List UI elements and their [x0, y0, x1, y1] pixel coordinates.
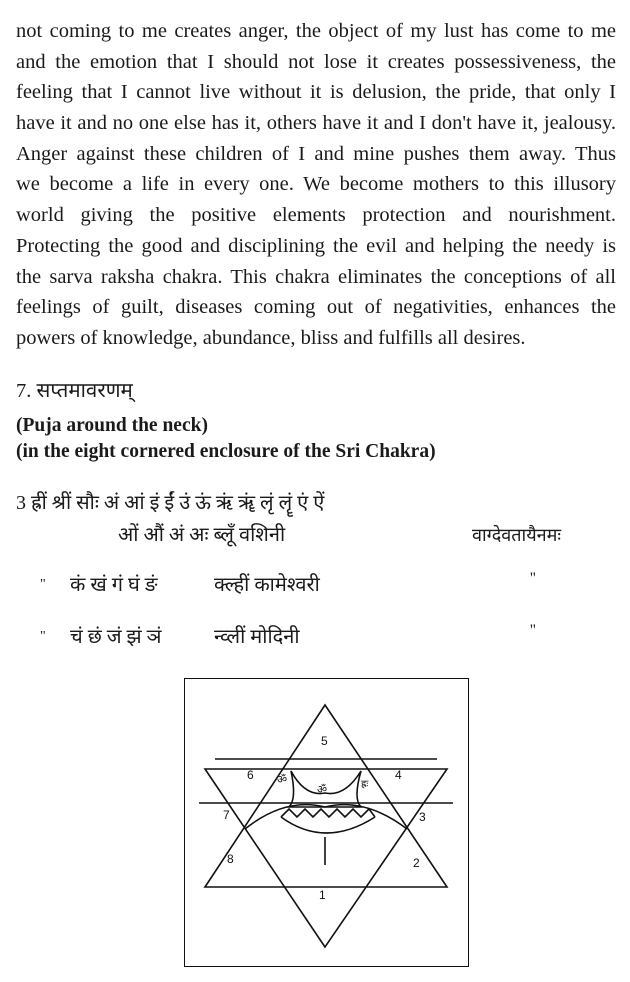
upward-triangle — [205, 705, 447, 887]
paragraph-line: Anger against these children of I and mine pushes them away. Thus — [16, 142, 616, 165]
mantra-line-3-syllables: कं खं गं घं ङं — [70, 574, 158, 596]
mantra-line-4-syllables: चं छं जं झं ञं — [70, 626, 162, 648]
lotus-petals — [281, 809, 375, 817]
paragraph-line: the sarva raksha chakra. This chakra eliminates the conceptions of all — [16, 265, 616, 288]
paragraph-line: powers of knowledge, abundance, bliss and fulfills all desires. — [16, 326, 526, 349]
segment-label: 2 — [413, 856, 420, 870]
inner-glyph: ॐ — [317, 784, 328, 796]
inner-arc — [245, 805, 407, 829]
ditto-mark: " — [40, 577, 46, 592]
body-paragraph — [16, 16, 616, 354]
paragraph-line: we become a life in every one. We become mothers to this illusory — [16, 173, 616, 196]
section-heading — [16, 378, 133, 405]
mantra-line-2-right: वाग्देवतायैनमः — [472, 525, 562, 545]
section-title: सप्तमावरणम् — [36, 380, 133, 402]
inner-glyph: ह्रः — [361, 779, 369, 790]
sri-chakra-diagram — [185, 679, 467, 965]
paragraph-line: have it and no one else has it, others have it and I don't have it, jealousy. — [16, 112, 616, 135]
segment-label: 8 — [227, 852, 234, 866]
mantra-line-2-left: ओं औं अं अः ब्लूँ वशिनी — [118, 524, 286, 546]
segment-label: 7 — [223, 808, 230, 822]
segment-label: 4 — [395, 768, 402, 782]
section-number: 7. — [16, 380, 32, 402]
segment-label: 1 — [319, 888, 326, 902]
mantra-line-4-name: न्व्लीं मोदिनी — [214, 626, 300, 648]
ditto-mark: '' — [530, 570, 536, 587]
paragraph-line: not coming to me creates anger, the object of my lust has come to me — [16, 20, 616, 42]
lotus-base — [281, 817, 375, 833]
paragraph-line: feeling that I cannot live without it is delusion, the pride, that only I — [16, 81, 616, 104]
paragraph-line: and the emotion that I should not lose it creates possessiveness, the — [16, 50, 616, 73]
segment-label: 6 — [247, 768, 254, 782]
ditto-mark: " — [40, 629, 46, 644]
paragraph-line: world giving the positive elements protection and nourishment. — [16, 204, 616, 227]
segment-label: 3 — [419, 810, 426, 824]
sri-chakra-figure — [184, 678, 469, 967]
section-subtitle-enclosure: (in the eight cornered enclosure of the Sri Chakra) — [16, 441, 436, 462]
segment-label: 5 — [321, 734, 328, 748]
mantra-line-1: 3 ह्रीं श्रीं सौः अं आं इं ईं उं ऊं ऋं ॠं लृं लॄं एं ऐं — [16, 492, 325, 514]
paragraph-line: Protecting the good and disciplining the evil and helping the needy is — [16, 234, 616, 257]
paragraph-line: feelings of guilt, diseases coming out of negativities, enhances the — [16, 296, 616, 319]
section-subtitle-neck: (Puja around the neck) — [16, 415, 208, 436]
mantra-line-3-name: क्ल्हीं कामेश्वरी — [214, 574, 320, 596]
inner-glyph: ॐ — [277, 774, 288, 786]
ditto-mark: '' — [530, 622, 536, 639]
